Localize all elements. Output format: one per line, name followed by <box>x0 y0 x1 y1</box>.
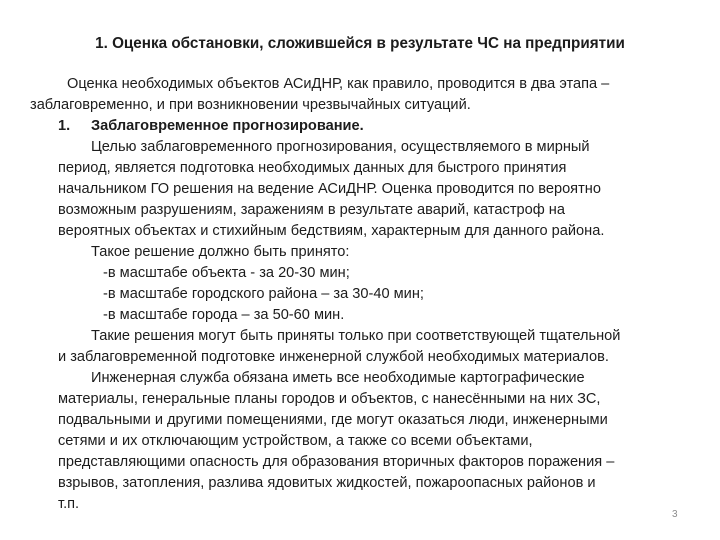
engineering-line-4: сетями и их отключающим устройством, а также со всеми объектами, <box>58 433 533 449</box>
decision-item-district: -в масштабе городского района – за 30-40 мин; <box>103 286 424 302</box>
engineering-line-2: материалы, генеральные планы городов и объектов, с нанесёнными на них ЗС, <box>58 391 601 407</box>
intro-line-2: заблаговременно, и при возникновении чрезвычайных ситуаций. <box>30 97 471 113</box>
section-number: 1. <box>58 118 71 134</box>
engineering-line-5: представляющими опасность для образования вторичных факторов поражения – <box>58 454 615 470</box>
goal-line-2: период, является подготовка необходимых данных для быстрого принятия <box>58 160 567 176</box>
engineering-line-1: Инженерная служба обязана иметь все необходимые картографические <box>91 370 585 386</box>
goal-line-5: вероятных объектах и стихийным бедствиям, характерным для данного района. <box>58 223 605 239</box>
conditions-line-2: и заблаговременной подготовке инженерной службой необходимых материалов. <box>58 349 609 365</box>
goal-line-1: Целью заблаговременного прогнозирования, осуществляемого в мирный <box>91 139 590 155</box>
slide-title: 1. Оценка обстановки, сложившейся в результате ЧС на предприятии <box>95 35 625 52</box>
goal-line-4: возможным разрушениям, заражениям в результате аварий, катастроф на <box>58 202 565 218</box>
intro-line-1: Оценка необходимых объектов АСиДНР, как правило, проводится в два этапа – <box>67 76 610 92</box>
decision-item-object: -в масштабе объекта - за 20-30 мин; <box>103 265 350 281</box>
decision-item-city: -в масштабе города – за 50-60 мин. <box>103 307 345 323</box>
section-heading: Заблаговременное прогнозирование. <box>91 118 364 134</box>
engineering-line-3: подвальными и другими помещениями, где могут оказаться люди, инженерными <box>58 412 608 428</box>
conditions-line-1: Такие решения могут быть приняты только при соответствующей тщательной <box>91 328 621 344</box>
engineering-line-6: взрывов, затопления, разлива ядовитых жидкостей, пожароопасных районов и <box>58 475 596 491</box>
goal-line-3: начальником ГО решения на ведение АСиДНР. Оценка проводится по вероятно <box>58 181 601 197</box>
engineering-line-7: т.п. <box>58 496 80 512</box>
decision-intro: Такое решение должно быть принято: <box>91 244 350 260</box>
page-number: 3 <box>672 509 678 520</box>
